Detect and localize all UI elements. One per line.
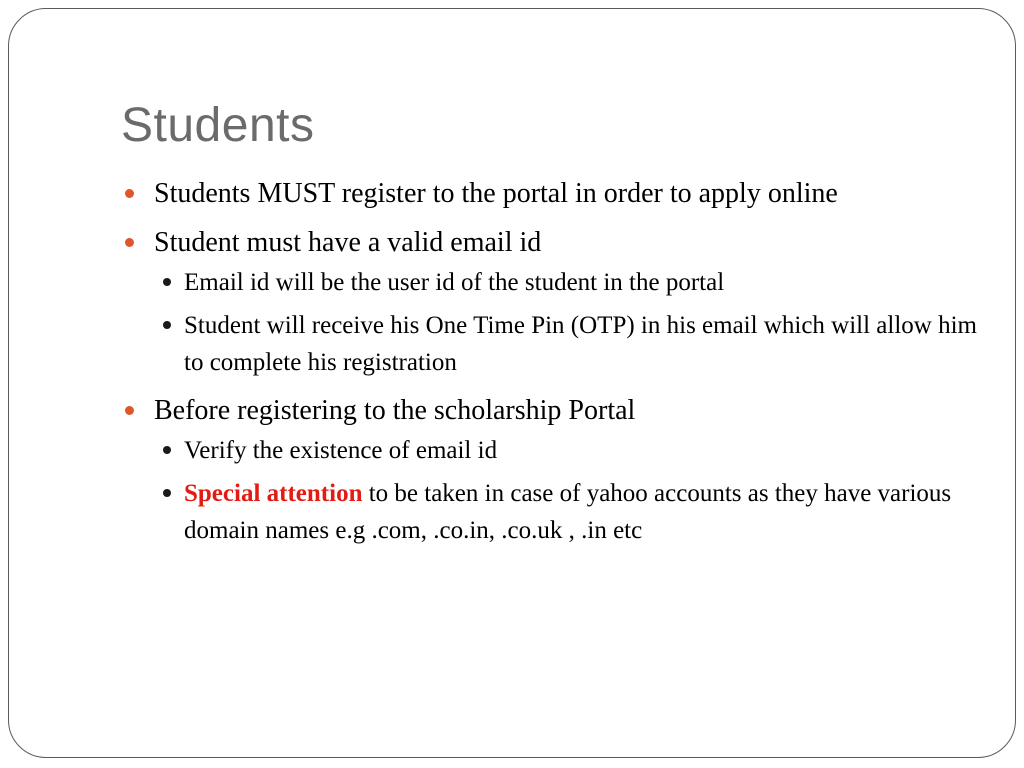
sub-bullet-dot-icon <box>163 321 171 329</box>
sub-bullet-item <box>161 475 981 549</box>
bullet-text: Student must have a valid email id <box>154 227 542 258</box>
bullet-dot-icon <box>125 189 134 198</box>
sub-bullet-item <box>161 264 981 301</box>
slide-frame <box>8 8 1016 758</box>
slide-title: Students <box>121 99 315 152</box>
bullet-dot-icon <box>125 406 134 415</box>
sub-bullet-item <box>161 307 981 381</box>
sub-bullet-text: Verify the existence of email id <box>184 437 498 464</box>
bullet-dot-icon <box>125 238 134 247</box>
emphasis-text: Special attention <box>184 480 363 507</box>
bullet-item <box>121 175 981 213</box>
sub-bullet-text: Email id will be the user id of the student in the portal <box>184 269 725 296</box>
bullet-text: Students MUST register to the portal in order to apply online <box>154 178 838 209</box>
bullet-list <box>121 175 981 549</box>
bullet-item <box>121 392 981 430</box>
sub-bullet-dot-icon <box>163 489 171 497</box>
bullet-text: Before registering to the scholarship Portal <box>154 395 636 426</box>
sub-bullet-dot-icon <box>163 278 171 286</box>
sub-bullet-dot-icon <box>163 446 171 454</box>
bullet-item <box>121 224 981 262</box>
sub-bullet-item <box>161 432 981 469</box>
sub-bullet-text: to be taken in case of yahoo accounts as they have various domain names e.g .com, .co.in, .co.uk , .in etc <box>184 480 952 544</box>
sub-bullet-text: Student will receive his One Time Pin (OTP) in his email which will allow him to complete his registration <box>184 312 977 376</box>
